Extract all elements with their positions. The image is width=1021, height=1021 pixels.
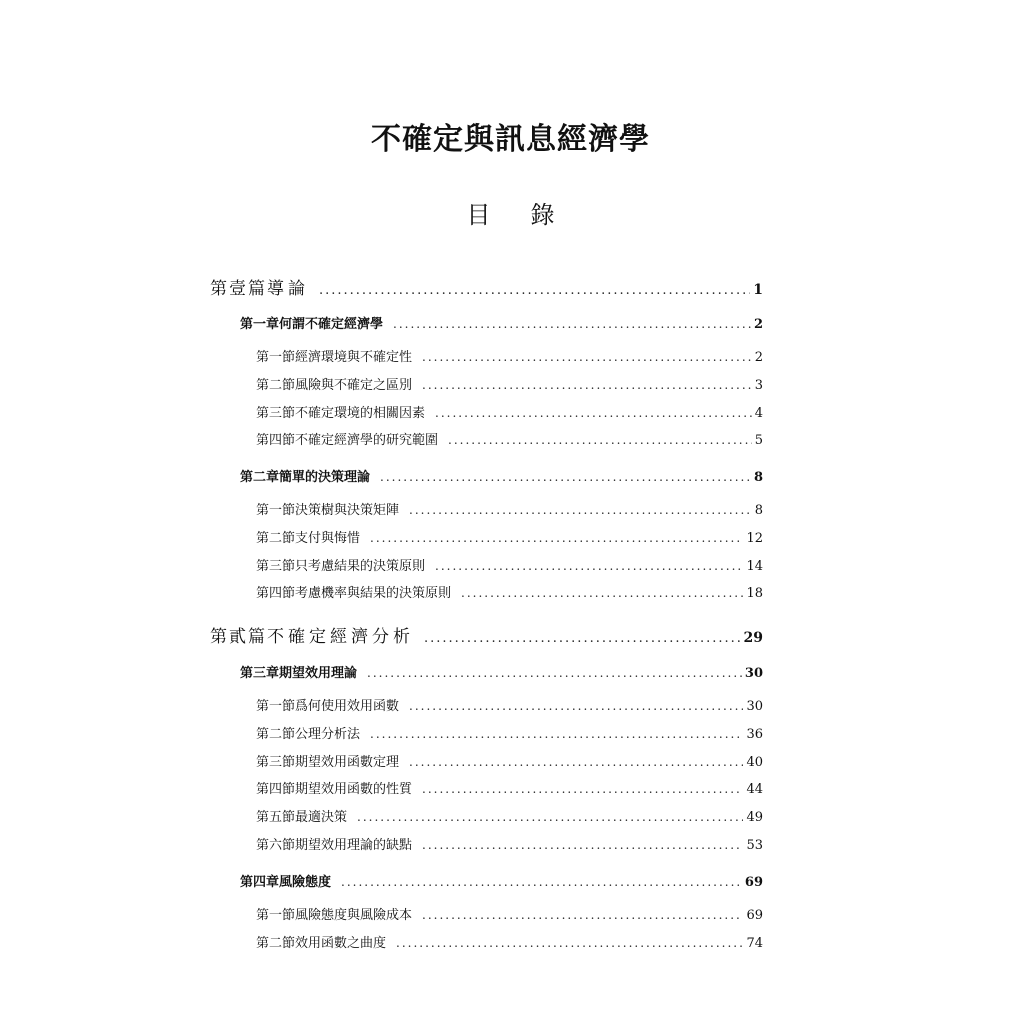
toc-section-number: 第二節	[256, 727, 296, 742]
toc-section-entry[interactable]	[256, 806, 763, 825]
toc-chapter-title: 期望效用理論	[279, 666, 358, 681]
toc-section-title: 公理分析法	[295, 727, 361, 742]
toc-section-number: 第一節	[256, 503, 296, 518]
dot-leader	[380, 470, 751, 484]
toc-section-number: 第一節	[256, 699, 296, 714]
toc-section-entry[interactable]	[256, 932, 763, 951]
dot-leader	[319, 283, 750, 298]
toc-page-number: 2	[753, 317, 763, 332]
toc-part-number: 第壹篇	[210, 279, 267, 299]
dot-leader	[424, 631, 741, 646]
toc-section-number: 第三節	[256, 559, 296, 574]
toc-section-number: 第三節	[256, 755, 296, 770]
dot-leader	[422, 378, 752, 392]
toc-page-number: 49	[746, 810, 763, 825]
toc-page-number: 29	[743, 630, 763, 646]
toc-part-entry[interactable]	[210, 622, 763, 647]
toc-page-number: 14	[746, 559, 763, 574]
dot-leader	[409, 699, 743, 713]
toc-section-title: 不確定經濟學的研究範圍	[295, 433, 439, 448]
dot-leader	[435, 559, 743, 573]
toc-chapter-entry[interactable]	[240, 313, 763, 332]
toc-section-title: 不確定環境的相關因素	[295, 406, 426, 421]
toc-page-number: 30	[744, 666, 763, 681]
toc-section-entry[interactable]	[256, 582, 763, 601]
toc-section-title: 效用函數之曲度	[295, 936, 387, 951]
toc-chapter-entry[interactable]	[240, 466, 763, 485]
toc-page-number: 18	[746, 586, 763, 601]
toc-page-number: 8	[754, 503, 763, 518]
toc-page-number: 3	[754, 378, 763, 393]
toc-section-number: 第一節	[256, 908, 296, 923]
document-title: 不確定與訊息經濟學	[371, 122, 650, 157]
dot-leader	[422, 838, 743, 852]
dot-leader	[435, 406, 752, 420]
dot-leader	[357, 810, 743, 824]
toc-section-number: 第二節	[256, 531, 296, 546]
toc-section-title: 風險與不確定之區別	[295, 378, 413, 393]
toc-section-entry[interactable]	[256, 904, 763, 923]
dot-leader	[367, 666, 742, 680]
dot-leader	[409, 503, 752, 517]
toc-section-number: 第四節	[256, 782, 296, 797]
toc-chapter-entry[interactable]	[240, 662, 763, 681]
toc-section-entry[interactable]	[256, 402, 763, 421]
toc-chapter-title: 簡單的決策理論	[279, 470, 371, 485]
toc-section-number: 第二節	[256, 936, 296, 951]
toc-chapter-entry[interactable]	[240, 871, 763, 890]
toc-section-title: 期望效用函數的性質	[295, 782, 413, 797]
toc-section-number: 第四節	[256, 586, 296, 601]
toc-chapter-title: 風險態度	[279, 875, 332, 890]
toc-section-entry[interactable]	[256, 499, 763, 518]
toc-page-number: 36	[746, 727, 763, 742]
toc-part-entry[interactable]	[210, 274, 763, 299]
toc-section-entry[interactable]	[256, 695, 763, 714]
toc-section-entry[interactable]	[256, 778, 763, 797]
toc-section-number: 第一節	[256, 350, 296, 365]
toc-section-title: 期望效用理論的缺點	[295, 838, 413, 853]
toc-page-number: 30	[746, 699, 763, 714]
dot-leader	[370, 727, 743, 741]
toc-chapter-number: 第一章	[240, 317, 280, 332]
dot-leader	[422, 782, 743, 796]
dot-leader	[341, 875, 742, 889]
toc-section-number: 第四節	[256, 433, 296, 448]
toc-page-number: 53	[746, 838, 763, 853]
toc-page-number: 44	[746, 782, 763, 797]
toc-part-title: 不確定經濟分析	[267, 627, 414, 647]
toc-part-title: 導論	[267, 279, 309, 299]
toc-page-number: 74	[746, 936, 763, 951]
toc-section-entry[interactable]	[256, 346, 763, 365]
toc-chapter-number: 第三章	[240, 666, 280, 681]
toc-section-title: 風險態度與風險成本	[295, 908, 413, 923]
toc-section-entry[interactable]	[256, 751, 763, 770]
toc-section-number: 第三節	[256, 406, 296, 421]
toc-section-entry[interactable]	[256, 374, 763, 393]
toc-section-title: 支付與悔惜	[295, 531, 361, 546]
toc-page-number: 2	[754, 350, 763, 365]
dot-leader	[461, 586, 743, 600]
toc-page-number: 40	[746, 755, 763, 770]
toc-page-number: 8	[753, 470, 763, 485]
toc-section-title: 只考慮結果的決策原則	[295, 559, 426, 574]
toc-section-number: 第二節	[256, 378, 296, 393]
toc-page-number: 12	[746, 531, 763, 546]
toc-chapter-number: 第四章	[240, 875, 280, 890]
toc-page-number: 4	[754, 406, 763, 421]
toc-section-entry[interactable]	[256, 555, 763, 574]
toc-page-number: 1	[753, 282, 763, 298]
toc-chapter-number: 第二章	[240, 470, 280, 485]
dot-leader	[396, 936, 743, 950]
toc-section-title: 決策樹與決策矩陣	[295, 503, 400, 518]
dot-leader	[393, 317, 751, 331]
toc-section-entry[interactable]	[256, 834, 763, 853]
toc-section-title: 爲何使用效用函數	[295, 699, 400, 714]
toc-section-title: 最適決策	[295, 810, 348, 825]
toc-page-number: 69	[744, 875, 763, 890]
toc-section-title: 考慮機率與結果的決策原則	[295, 586, 452, 601]
toc-heading: 目錄	[466, 201, 595, 229]
dot-leader	[448, 433, 752, 447]
toc-section-number: 第六節	[256, 838, 296, 853]
toc-section-title: 經濟環境與不確定性	[295, 350, 413, 365]
toc-chapter-title: 何謂不確定經濟學	[279, 317, 384, 332]
toc-section-entry[interactable]	[256, 723, 763, 742]
toc-section-title: 期望效用函數定理	[295, 755, 400, 770]
toc-page-number: 5	[754, 433, 763, 448]
dot-leader	[422, 908, 743, 922]
dot-leader	[370, 531, 743, 545]
toc-part-number: 第貳篇	[210, 627, 267, 647]
toc-section-entry[interactable]	[256, 527, 763, 546]
toc-section-number: 第五節	[256, 810, 296, 825]
toc-page-number: 69	[746, 908, 763, 923]
dot-leader	[422, 350, 752, 364]
dot-leader	[409, 755, 743, 769]
toc-section-entry[interactable]	[256, 429, 763, 448]
